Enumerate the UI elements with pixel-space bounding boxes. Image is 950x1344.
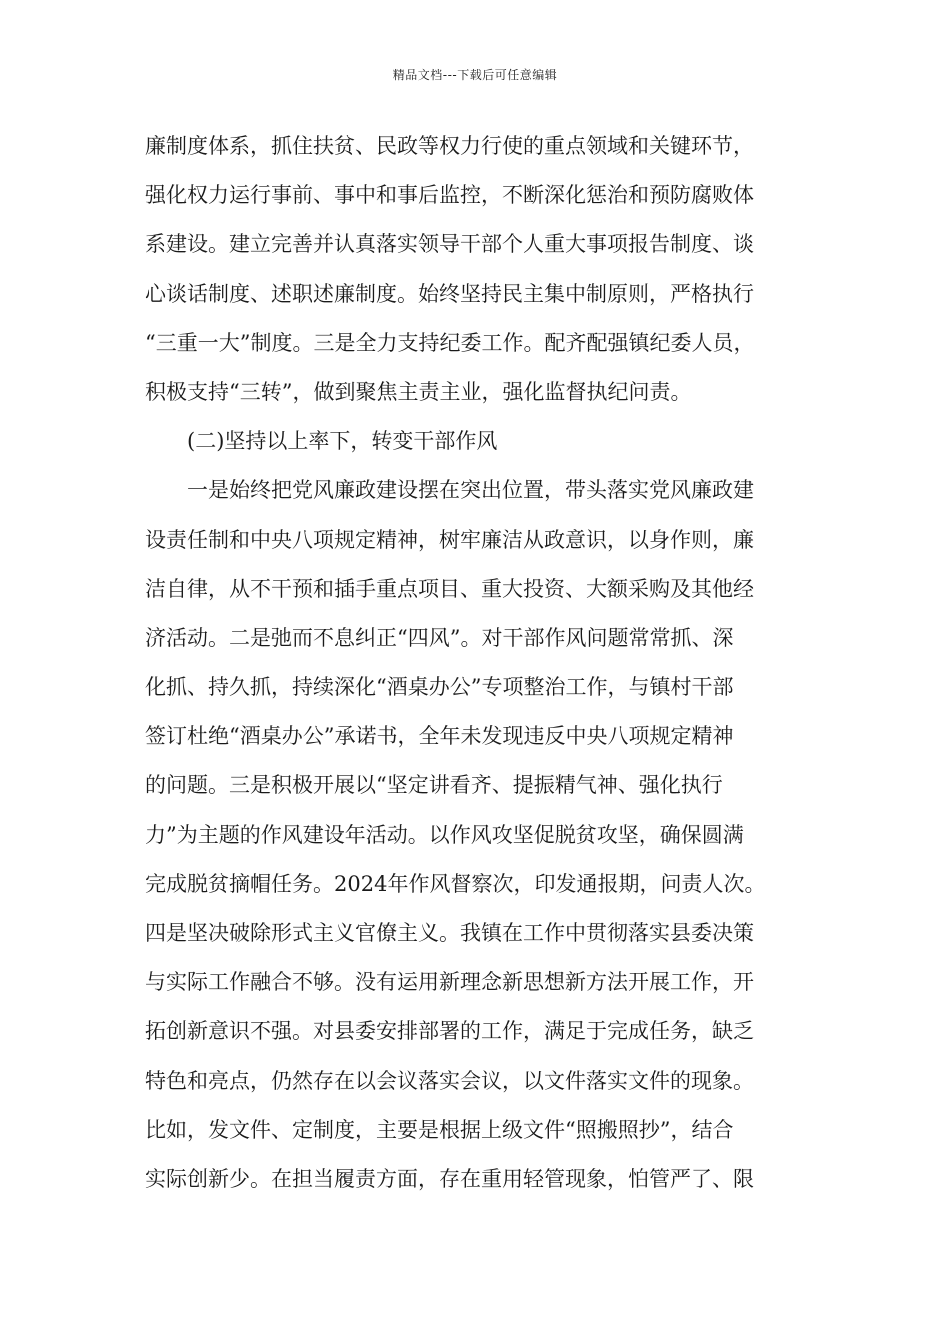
text-line: 完成脱贫摘帽任务。2024年作风督察次，印发通报期，问责人次。 [145,871,766,896]
text-line: 拓创新意识不强。对县委安排部署的工作，满足于完成任务，缺乏 [145,1019,754,1044]
document-body [145,128,807,1210]
text-line: 特色和亮点，仍然存在以会议落实会议，以文件落实文件的现象。 [145,1068,754,1093]
text-line: 积极支持“三转”，做到聚焦主责主业，强化监督执纪问责。 [145,379,692,404]
text-line: 济活动。二是弛而不息纠正“四风”。对干部作风问题常常抓、深 [145,625,734,650]
text-line: 心谈话制度、述职述廉制度。始终坚持民主集中制原则，严格执行 [145,281,754,306]
text-line: 化抓、持久抓，持续深化“酒桌办公”专项整治工作，与镇村干部 [145,675,734,700]
section-heading: (二)坚持以上率下，转变干部作风 [187,429,498,454]
text-line: 与实际工作融合不够。没有运用新理念新思想新方法开展工作，开 [145,970,754,995]
text-line: 廉制度体系，抓住扶贫、民政等权力行使的重点领域和关键环节， [145,134,754,158]
text-line: “三重一大”制度。三是全力支持纪委工作。配齐配强镇纪委人员， [145,330,755,355]
text-line: 一是始终把党风廉政建设摆在突出位置，带头落实党风廉政建 [187,478,754,503]
text-line: 比如，发文件、定制度，主要是根据上级文件“照搬照抄”，结合 [145,1117,734,1142]
text-line: 实际创新少。在担当履责方面，存在重用轻管现象，怕管严了、限 [145,1166,754,1191]
text-line: 签订杜绝“酒桌办公”承诺书，全年未发现违反中央八项规定精神 [145,724,734,749]
text-line: 的问题。三是积极开展以“坚定讲看齐、提振精气神、强化执行 [145,773,723,798]
text-line: 四是坚决破除形式主义官僚主义。我镇在工作中贯彻落实县委决策 [145,921,754,945]
text-line: 设责任制和中央八项规定精神，树牢廉洁从政意识，以身作则，廉 [145,527,754,552]
text-line: 系建设。建立完善并认真落实领导干部个人重大事项报告制度、谈 [145,232,754,257]
text-line: 力”为主题的作风建设年活动。以作风攻坚促脱贫攻坚，确保圆满 [145,822,744,847]
text-line: 洁自律，从不干预和插手重点项目、重大投资、大额采购及其他经 [145,576,754,601]
page-header: 精品文档---下载后可任意编辑 [392,68,558,82]
text-line: 强化权力运行事前、事中和事后监控，不断深化惩治和预防腐败体 [145,183,754,208]
